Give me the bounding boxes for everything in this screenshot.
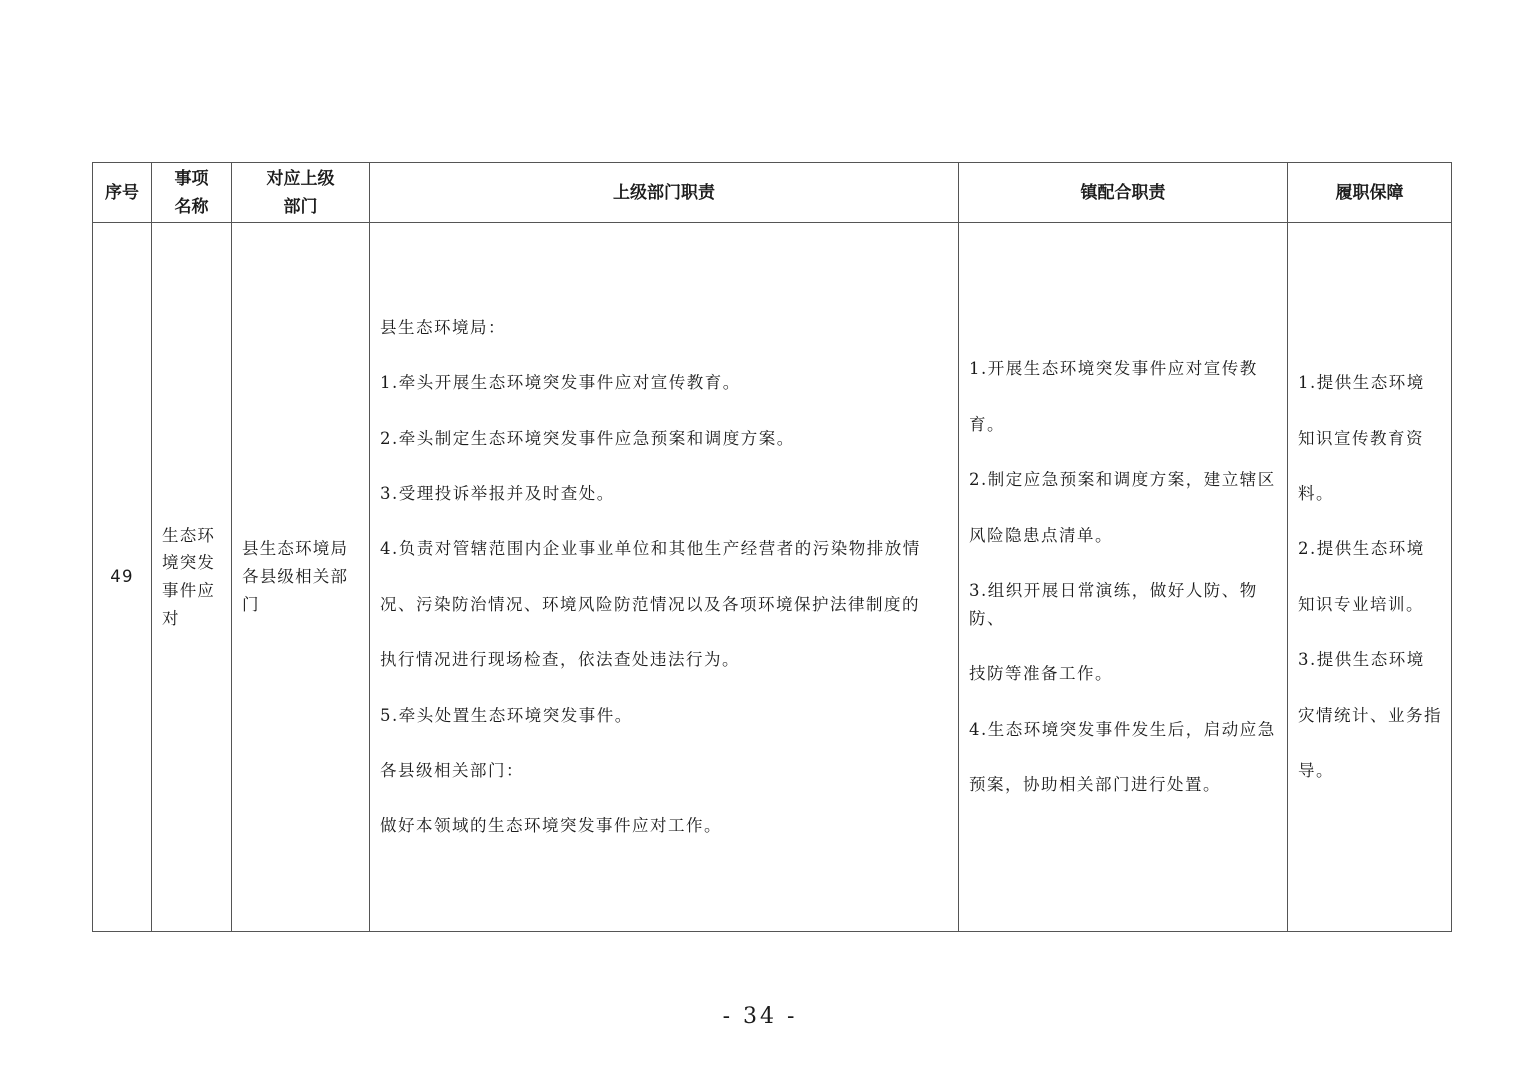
- town-duty-line: 技防等准备工作。: [969, 664, 1113, 684]
- town-duty-line: 风险隐患点清单。: [969, 525, 1113, 545]
- page-number: - 34 -: [722, 1004, 798, 1029]
- header-upper-duty: 上级部门职责: [370, 163, 959, 223]
- header-town-duty: 镇配合职责: [959, 163, 1288, 223]
- guarantee-line: 导。: [1298, 761, 1334, 781]
- guarantee-line: 料。: [1298, 484, 1334, 504]
- upper-duty-line: 3.受理投诉举报并及时查处。: [380, 484, 615, 504]
- town-duty-line: 2.制定应急预案和调度方案，建立辖区: [969, 470, 1276, 490]
- upper-duty-line: 做好本领域的生态环境突发事件应对工作。: [380, 816, 722, 836]
- town-duty-line: 预案，协助相关部门进行处置。: [969, 774, 1221, 794]
- town-duty-line: 3.组织开展日常演练，做好人防、物防、: [969, 581, 1258, 628]
- upper-duty-line: 执行情况进行现场检查，依法查处违法行为。: [380, 650, 740, 670]
- town-duty-line: 1.开展生态环境突发事件应对宣传教: [969, 359, 1258, 379]
- upper-duty-line: 1.牵头开展生态环境突发事件应对宣传教育。: [380, 373, 741, 393]
- guarantee-line: 3.提供生态环境: [1298, 650, 1425, 670]
- cell-item-name: 生态环 境突发 事件应 对: [152, 223, 232, 932]
- cell-seq: 49: [93, 223, 152, 932]
- cell-upper-department: 县生态环境局 各县级相关部 门: [232, 223, 370, 932]
- header-seq: 序号: [93, 163, 152, 223]
- header-item-name: 事项 名称: [152, 163, 232, 223]
- upper-duty-line: 况、污染防治情况、环境风险防范情况以及各项环境保护法律制度的: [380, 594, 920, 614]
- cell-upper-duty: [370, 223, 959, 932]
- guarantee-line: 知识宣传教育资: [1298, 428, 1424, 448]
- table-header-row: [93, 163, 1452, 223]
- upper-duty-line: 各县级相关部门：: [380, 761, 524, 781]
- upper-duty-line: 4.负责对管辖范围内企业事业单位和其他生产经营者的污染物排放情: [380, 539, 921, 559]
- guarantee-line: 2.提供生态环境: [1298, 539, 1425, 559]
- guarantee-line: 知识专业培训。: [1298, 594, 1424, 614]
- header-guarantee: 履职保障: [1288, 163, 1452, 223]
- town-duty-line: 4.生态环境突发事件发生后，启动应急: [969, 719, 1276, 739]
- upper-duty-line: 2.牵头制定生态环境突发事件应急预案和调度方案。: [380, 428, 795, 448]
- town-duty-line: 育。: [969, 414, 1005, 434]
- duty-table: [92, 162, 1452, 932]
- upper-duty-line: 县生态环境局：: [380, 317, 506, 337]
- guarantee-line: 1.提供生态环境: [1298, 373, 1425, 393]
- cell-guarantee: [1288, 223, 1452, 932]
- guarantee-line: 灾情统计、业务指: [1298, 705, 1442, 725]
- cell-town-duty: [959, 223, 1288, 932]
- header-upper-department: 对应上级 部门: [232, 163, 370, 223]
- table-row: [93, 223, 1452, 932]
- upper-duty-line: 5.牵头处置生态环境突发事件。: [380, 705, 633, 725]
